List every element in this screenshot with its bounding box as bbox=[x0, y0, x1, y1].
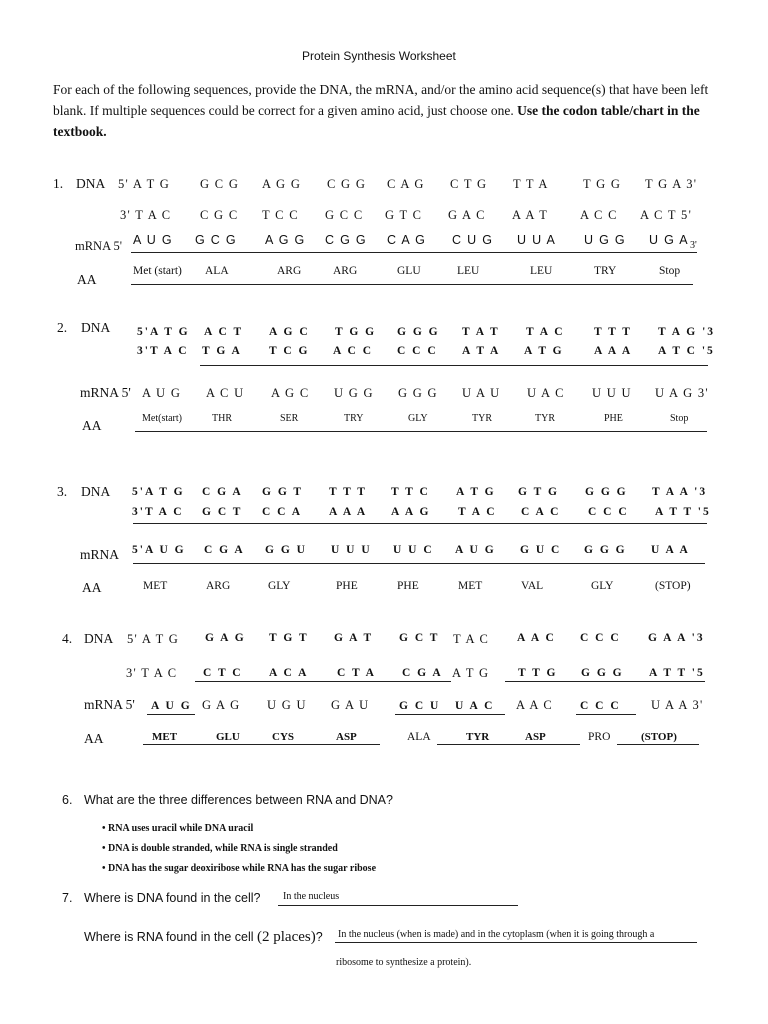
q2-aa-5: GLY bbox=[408, 413, 428, 424]
instructions-text: For each of the following sequences, provide the DNA, the mRNA, and/or the amino acid sequence(s) that have been left blank. If multiple sequences could be correct for a given amino acid, just choose one. bbox=[53, 82, 709, 118]
q4-mrna-underline-a bbox=[147, 714, 195, 715]
q2-mrna-4: U G G bbox=[334, 386, 374, 400]
q2-aa-2: THR bbox=[212, 413, 232, 424]
q4-dna-bottom-8: G G G bbox=[581, 667, 624, 679]
q1-dna-bottom-9: A C T 5' bbox=[640, 208, 693, 222]
q3-aa-8: GLY bbox=[591, 580, 614, 592]
q2-dna-label: DNA bbox=[81, 320, 111, 335]
q1-aa-3: ARG bbox=[277, 265, 302, 277]
q2-dna-bottom-9: A T C '5 bbox=[658, 345, 715, 357]
q2-mrna-6: U A U bbox=[462, 386, 501, 400]
q2-dna-top-6: T A T bbox=[462, 326, 500, 338]
q7-question-2-b: (2 places) bbox=[257, 929, 316, 945]
q4-mrna-7: A A C bbox=[516, 698, 554, 712]
instructions-bold: Use the codon table/chart in the textbook. bbox=[53, 103, 700, 139]
q2-aa-underline bbox=[135, 431, 707, 432]
q3-dna-top-3: G G T bbox=[262, 486, 304, 498]
q4-aa-underline-c bbox=[617, 744, 699, 745]
q1-mrna-end: 3' bbox=[690, 240, 697, 251]
q2-mrna-1: A U G bbox=[142, 386, 182, 400]
q4-number: 4. bbox=[62, 631, 73, 646]
q4-dna-top-1: 5' A T G bbox=[127, 632, 180, 646]
q3-dna-underline bbox=[133, 523, 707, 524]
q3-dna-top-8: G G G bbox=[585, 486, 628, 498]
q2-dna-bottom-4: A C C bbox=[333, 345, 374, 357]
q2-aa-label: AA bbox=[82, 418, 102, 433]
q1-mrna-8: U G G bbox=[584, 233, 626, 247]
q1-mrna-underline bbox=[131, 252, 697, 253]
q3-dna-label: DNA bbox=[81, 484, 111, 499]
q1-aa-underline bbox=[131, 284, 693, 285]
q2-dna-bottom-3: T C G bbox=[269, 345, 310, 357]
q3-dna-top-4: T T T bbox=[329, 486, 367, 498]
q1-mrna-9: U G A bbox=[649, 233, 689, 247]
q7-answer-2-underline bbox=[335, 942, 697, 943]
q3-number: 3. bbox=[57, 484, 68, 499]
q4-aa-9: (STOP) bbox=[641, 731, 677, 743]
q1-aa-9: Stop bbox=[659, 265, 681, 277]
q2-dna-bottom-7: A T G bbox=[524, 345, 564, 357]
q2-dna-top-8: T T T bbox=[594, 326, 632, 338]
q3-aa-4: PHE bbox=[336, 580, 358, 592]
q4-dna-top-4: G A T bbox=[334, 632, 374, 644]
q3-dna-bottom-1: 3'T A C bbox=[132, 506, 184, 518]
q3-dna-bottom-6: T A C bbox=[458, 506, 497, 518]
q6-answer-2: • DNA is double stranded, while RNA is single stranded bbox=[102, 843, 338, 854]
q3-dna-bottom-8: C C C bbox=[588, 506, 629, 518]
q4-mrna-6: U A C bbox=[455, 700, 495, 712]
q1-dna-bottom-2: C G C bbox=[200, 208, 239, 222]
q1-mrna-6: C U G bbox=[452, 233, 494, 247]
q4-aa-underline-b bbox=[437, 744, 580, 745]
q4-dna-underline-b bbox=[505, 681, 705, 682]
q4-dna-top-9: G A A '3 bbox=[648, 632, 705, 644]
q3-mrna-label: mRNA bbox=[80, 547, 120, 562]
q1-dna-bottom-4: G C C bbox=[325, 208, 364, 222]
q3-mrna-8: G G G bbox=[584, 544, 627, 556]
q1-dna-bottom-6: G A C bbox=[448, 208, 486, 222]
q3-dna-bottom-3: C C A bbox=[262, 506, 303, 518]
q2-mrna-8: U U U bbox=[592, 386, 632, 400]
q1-dna-top-4: C G G bbox=[327, 177, 367, 191]
q3-mrna-6: A U G bbox=[455, 544, 496, 556]
q3-dna-bottom-5: A A G bbox=[391, 506, 431, 518]
q1-dna-bottom-1: 3' T A C bbox=[120, 208, 172, 222]
q3-mrna-7: G U C bbox=[520, 544, 562, 556]
q7-question-2 bbox=[84, 929, 323, 946]
q4-mrna-underline-c bbox=[576, 714, 636, 715]
q1-aa-4: ARG bbox=[333, 265, 358, 277]
q6-answer-1-text: RNA uses uracil while DNA uracil bbox=[108, 823, 254, 834]
q1-mrna-3: A G G bbox=[265, 233, 306, 247]
q4-dna-bottom-5: C G A bbox=[402, 667, 443, 679]
q1-dna-bottom-5: G T C bbox=[385, 208, 423, 222]
q4-aa-2: GLU bbox=[216, 731, 240, 743]
q4-mrna-4: G A U bbox=[331, 698, 370, 712]
q4-mrna-3: U G U bbox=[267, 698, 307, 712]
q7-answer-2-line-1: In the nucleus (when is made) and in the cytoplasm (when it is going through a bbox=[338, 929, 655, 940]
q1-aa-6: LEU bbox=[457, 265, 480, 277]
q7-answer-2-line-2: ribosome to synthesize a protein). bbox=[336, 957, 472, 968]
q4-dna-bottom-9: A T T '5 bbox=[649, 667, 705, 679]
q3-dna-bottom-4: A A A bbox=[329, 506, 368, 518]
q7-question-2-a: Where is RNA found in the cell bbox=[84, 930, 257, 944]
q1-aa-1: Met (start) bbox=[133, 265, 182, 277]
q4-dna-top-5: G C T bbox=[399, 632, 440, 644]
q4-dna-bottom-4: C T A bbox=[337, 667, 376, 679]
q1-dna-top-1: 5' A T G bbox=[118, 177, 171, 191]
q3-mrna-1: 5'A U G bbox=[132, 544, 186, 556]
q1-aa-label: AA bbox=[77, 272, 97, 287]
q4-dna-label: DNA bbox=[84, 631, 114, 646]
q1-aa-8: TRY bbox=[594, 265, 617, 277]
q3-aa-9: (STOP) bbox=[655, 580, 691, 592]
q4-aa-3: CYS bbox=[272, 731, 295, 743]
q4-mrna-2: G A G bbox=[202, 698, 241, 712]
q3-mrna-2: C G A bbox=[204, 544, 245, 556]
q2-dna-bottom-5: C C C bbox=[397, 345, 438, 357]
q1-dna-label: DNA bbox=[76, 176, 106, 191]
q4-dna-top-6: T A C bbox=[453, 632, 490, 646]
q1-dna-top-3: A G G bbox=[262, 177, 302, 191]
q2-mrna-9: U A G 3' bbox=[655, 386, 709, 400]
q1-dna-top-9: T G A 3' bbox=[645, 177, 698, 191]
q4-dna-top-7: A A C bbox=[517, 632, 556, 644]
q2-dna-top-9: T A G '3 bbox=[658, 326, 716, 338]
q2-mrna-2: A C U bbox=[206, 386, 245, 400]
q1-aa-5: GLU bbox=[397, 265, 421, 277]
q3-dna-top-2: C G A bbox=[202, 486, 243, 498]
q6-answer-1: • RNA uses uracil while DNA uracil bbox=[102, 823, 254, 834]
q4-dna-bottom-6: A T G bbox=[452, 666, 490, 680]
q4-aa-5: ALA bbox=[407, 731, 431, 743]
q1-mrna-5: C A G bbox=[387, 233, 427, 247]
q3-aa-5: PHE bbox=[397, 580, 419, 592]
q1-mrna-1: A U G bbox=[133, 233, 173, 247]
q3-dna-bottom-9: A T T '5 bbox=[655, 506, 711, 518]
q3-aa-label: AA bbox=[82, 580, 102, 595]
q4-dna-bottom-1: 3' T A C bbox=[126, 666, 178, 680]
q3-aa-7: VAL bbox=[521, 580, 544, 592]
q3-mrna-9: U A A bbox=[651, 544, 690, 556]
instructions bbox=[53, 79, 733, 142]
q2-aa-7: TYR bbox=[535, 413, 555, 424]
q3-aa-1: MET bbox=[143, 580, 168, 592]
q2-dna-top-3: A G C bbox=[269, 326, 310, 338]
q2-mrna-label: mRNA 5' bbox=[80, 385, 131, 400]
q6-number: 6. bbox=[62, 793, 73, 807]
q7-question: Where is DNA found in the cell? bbox=[84, 891, 261, 905]
q4-aa-underline-a bbox=[143, 744, 380, 745]
q1-number: 1. bbox=[53, 176, 64, 191]
q3-dna-top-1: 5'A T G bbox=[132, 486, 185, 498]
q6-answer-3-text: DNA has the sugar deoxiribose while RNA has the sugar ribose bbox=[108, 863, 377, 874]
q3-mrna-3: G G U bbox=[265, 544, 307, 556]
q4-mrna-9: U A A 3' bbox=[651, 698, 704, 712]
q2-aa-9: Stop bbox=[670, 413, 689, 424]
q4-aa-6: TYR bbox=[466, 731, 490, 743]
q4-aa-7: ASP bbox=[525, 731, 546, 743]
q4-aa-4: ASP bbox=[336, 731, 357, 743]
q2-aa-3: SER bbox=[280, 413, 299, 424]
q2-mrna-5: G G G bbox=[398, 386, 438, 400]
q3-dna-top-7: G T G bbox=[518, 486, 559, 498]
q2-dna-bottom-6: A T A bbox=[462, 345, 501, 357]
q3-mrna-4: U U U bbox=[331, 544, 372, 556]
q4-mrna-5: G C U bbox=[399, 700, 441, 712]
q3-dna-top-5: T T C bbox=[391, 486, 430, 498]
q4-aa-label: AA bbox=[84, 731, 104, 746]
q3-dna-bottom-2: G C T bbox=[202, 506, 243, 518]
q1-dna-top-8: T G G bbox=[583, 177, 622, 191]
q1-mrna-label: mRNA 5' bbox=[75, 239, 123, 253]
q2-mrna-3: A G C bbox=[271, 386, 310, 400]
q6-question: What are the three differences between RNA and DNA? bbox=[84, 793, 393, 807]
q4-dna-top-2: G A G bbox=[205, 632, 246, 644]
q1-aa-7: LEU bbox=[530, 265, 553, 277]
q3-mrna-5: U U C bbox=[393, 544, 434, 556]
q4-dna-top-8: C C C bbox=[580, 632, 621, 644]
q2-dna-bottom-8: A A A bbox=[594, 345, 633, 357]
q2-aa-4: TRY bbox=[344, 413, 364, 424]
q1-dna-top-6: C T G bbox=[450, 177, 488, 191]
q1-mrna-7: U U A bbox=[517, 233, 557, 247]
q3-aa-3: GLY bbox=[268, 580, 291, 592]
q4-mrna-underline-b bbox=[395, 714, 505, 715]
q2-dna-bottom-2: T G A bbox=[202, 345, 242, 357]
q2-aa-8: PHE bbox=[604, 413, 623, 424]
q4-aa-1: MET bbox=[152, 731, 178, 743]
q4-dna-top-3: T G T bbox=[269, 632, 309, 644]
q3-aa-2: ARG bbox=[206, 580, 231, 592]
page-title: Protein Synthesis Worksheet bbox=[302, 49, 456, 63]
q4-dna-bottom-2: C T C bbox=[203, 667, 243, 679]
q3-mrna-underline bbox=[133, 563, 705, 564]
q4-dna-underline-a bbox=[195, 681, 451, 682]
q7-question-2-c: ? bbox=[315, 930, 323, 944]
q4-mrna-8: C C C bbox=[580, 700, 621, 712]
q1-dna-bottom-3: T C C bbox=[262, 208, 299, 222]
q2-number: 2. bbox=[57, 320, 68, 335]
q2-dna-top-1: 5'A T G bbox=[137, 326, 190, 338]
q4-dna-bottom-3: A C A bbox=[269, 667, 309, 679]
q1-dna-top-5: C A G bbox=[387, 177, 425, 191]
q2-mrna-7: U A C bbox=[527, 386, 565, 400]
q2-dna-underline bbox=[200, 365, 708, 366]
q1-mrna-2: G C G bbox=[195, 233, 237, 247]
q6-answer-2-text: DNA is double stranded, while RNA is single stranded bbox=[108, 843, 338, 854]
q1-dna-bottom-7: A A T bbox=[512, 208, 549, 222]
q7-answer-underline bbox=[278, 905, 518, 906]
q2-dna-top-4: T G G bbox=[335, 326, 377, 338]
q1-aa-2: ALA bbox=[205, 265, 229, 277]
q4-dna-bottom-7: T T G bbox=[518, 667, 558, 679]
q1-dna-top-2: G C G bbox=[200, 177, 240, 191]
q2-dna-top-7: T A C bbox=[526, 326, 565, 338]
q2-dna-top-5: G G G bbox=[397, 326, 440, 338]
q2-dna-bottom-1: 3'T A C bbox=[137, 345, 189, 357]
q4-mrna-label: mRNA 5' bbox=[84, 697, 135, 712]
q2-aa-6: TYR bbox=[472, 413, 492, 424]
q6-answer-3: • DNA has the sugar deoxiribose while RNA has the sugar ribose bbox=[102, 863, 377, 874]
q7-answer: In the nucleus bbox=[283, 891, 340, 902]
q3-aa-6: MET bbox=[458, 580, 483, 592]
q3-dna-bottom-7: C A C bbox=[521, 506, 561, 518]
q3-dna-top-9: T A A '3 bbox=[652, 486, 708, 498]
q2-dna-top-2: A C T bbox=[204, 326, 244, 338]
q4-aa-8: PRO bbox=[588, 731, 611, 743]
q7-number: 7. bbox=[62, 891, 73, 905]
q3-dna-top-6: A T G bbox=[456, 486, 496, 498]
q1-dna-bottom-8: A C C bbox=[580, 208, 618, 222]
q1-mrna-4: C G G bbox=[325, 233, 367, 247]
q1-dna-top-7: T T A bbox=[513, 177, 549, 191]
q2-aa-1: Met(start) bbox=[142, 413, 182, 424]
q4-mrna-1: A U G bbox=[151, 700, 192, 712]
